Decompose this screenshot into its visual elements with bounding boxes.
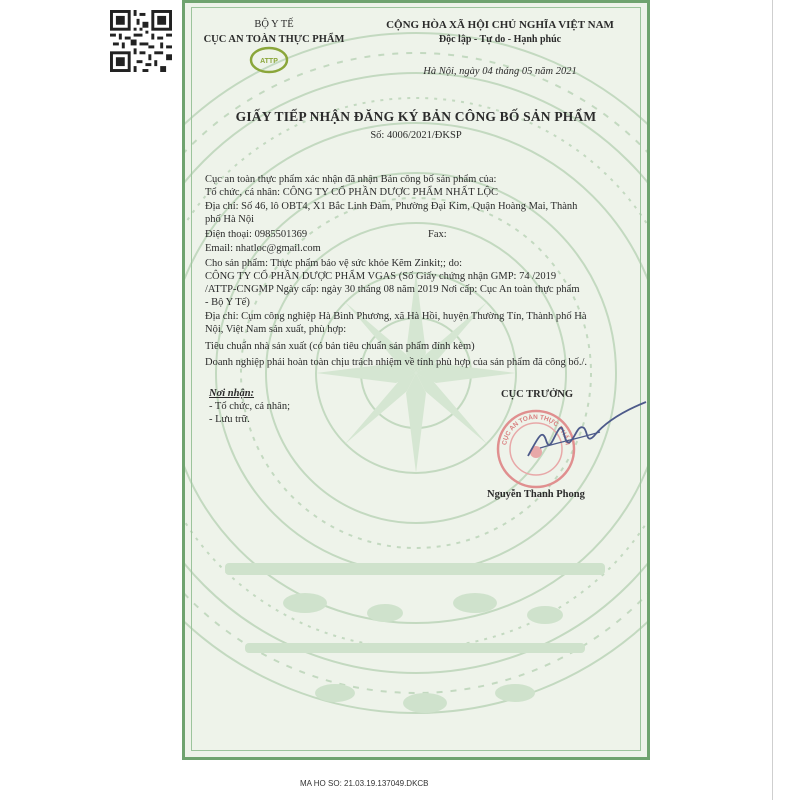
recipient-item: - Lưu trữ. bbox=[209, 414, 250, 425]
document-title: GIẤY TIẾP NHẬN ĐĂNG KÝ BẢN CÔNG BỐ SẢN PHẨM bbox=[235, 109, 597, 124]
page-edge-line bbox=[772, 0, 773, 800]
body-maker-line2: /ATTP-CNGMP Ngày cấp: ngày 30 tháng 08 năm 2019 Nơi cấp: Cục An toàn thực phẩm bbox=[205, 284, 580, 295]
document-number: Số: 4006/2021/ĐKSP bbox=[370, 130, 462, 141]
svg-text:CỤC AN TOÀN THỰC PHẨM: CỤC AN TOÀN THỰC PHẨM bbox=[501, 413, 571, 446]
body-email: Email: nhatloc@gmail.com bbox=[205, 243, 321, 254]
body-address-line2: phố Hà Nội bbox=[205, 214, 254, 225]
recipients-label: Nơi nhận: bbox=[209, 388, 255, 399]
signatory-role: CỤC TRƯỞNG bbox=[501, 389, 574, 400]
handwritten-signature bbox=[520, 398, 650, 468]
body-maker-address-line1: Địa chỉ: Cụm công nghiệp Hà Bình Phương, xã Hà Hồi, huyện Thường Tín, Thành phố Hà bbox=[205, 311, 587, 322]
record-code: MA HO SO: 21.03.19.137049.DKCB bbox=[300, 779, 429, 788]
body-product: Cho sản phẩm: Thực phẩm bảo vệ sức khỏe Kẽm Zinkit;; do: bbox=[205, 258, 463, 269]
department-name: CỤC AN TOÀN THỰC PHẨM bbox=[203, 34, 345, 45]
recipient-item: - Tổ chức, cá nhân; bbox=[209, 401, 291, 412]
body-maker-line1: CÔNG TY CỔ PHẦN DƯỢC PHẨM VGAS (Số Giấy chứng nhận GMP: 74 /2019 bbox=[205, 271, 557, 282]
country-name: CỘNG HÒA XÃ HỘI CHỦ NGHĨA VIỆT NAM bbox=[386, 19, 614, 31]
body-maker-line3: - Bộ Y Tế) bbox=[205, 297, 250, 308]
body-intro: Cục an toàn thực phẩm xác nhận đã nhận Bản công bố sản phẩm của: bbox=[205, 174, 497, 185]
signatory-name: Nguyễn Thanh Phong bbox=[487, 489, 585, 500]
body-phone: Điện thoại: 0985501369 bbox=[205, 229, 308, 240]
national-motto: Độc lập - Tự do - Hạnh phúc bbox=[438, 34, 562, 45]
qr-code bbox=[110, 10, 172, 72]
ministry-name: BỘ Y TẾ bbox=[254, 19, 294, 30]
body-responsibility: Doanh nghiệp phải hoàn toàn chịu trách nhiệm về tính phù hợp của sản phẩm đã công bố./. bbox=[205, 357, 587, 368]
body-address-line1: Địa chỉ: Số 46, lô OBT4, X1 Bắc Linh Đàm, Phường Đại Kim, Quận Hoàng Mai, Thành bbox=[205, 201, 578, 212]
body-fax: Fax: bbox=[428, 229, 447, 240]
certificate-document bbox=[182, 0, 650, 760]
body-maker-address-line2: Nội, Việt Nam sản xuất, phù hợp: bbox=[205, 324, 347, 335]
place-date: Hà Nội, ngày 04 tháng 05 năm 2021 bbox=[423, 66, 577, 77]
food-safety-logo bbox=[249, 46, 289, 74]
body-standard: Tiêu chuẩn nhà sản xuất (có bản tiêu chuẩn sản phẩm đính kèm) bbox=[205, 341, 475, 352]
svg-text:ATTP: ATTP bbox=[260, 58, 278, 65]
body-organization: Tổ chức, cá nhân: CÔNG TY CỔ PHẦN DƯỢC PHẨM NHẤT LỘC bbox=[205, 187, 499, 198]
